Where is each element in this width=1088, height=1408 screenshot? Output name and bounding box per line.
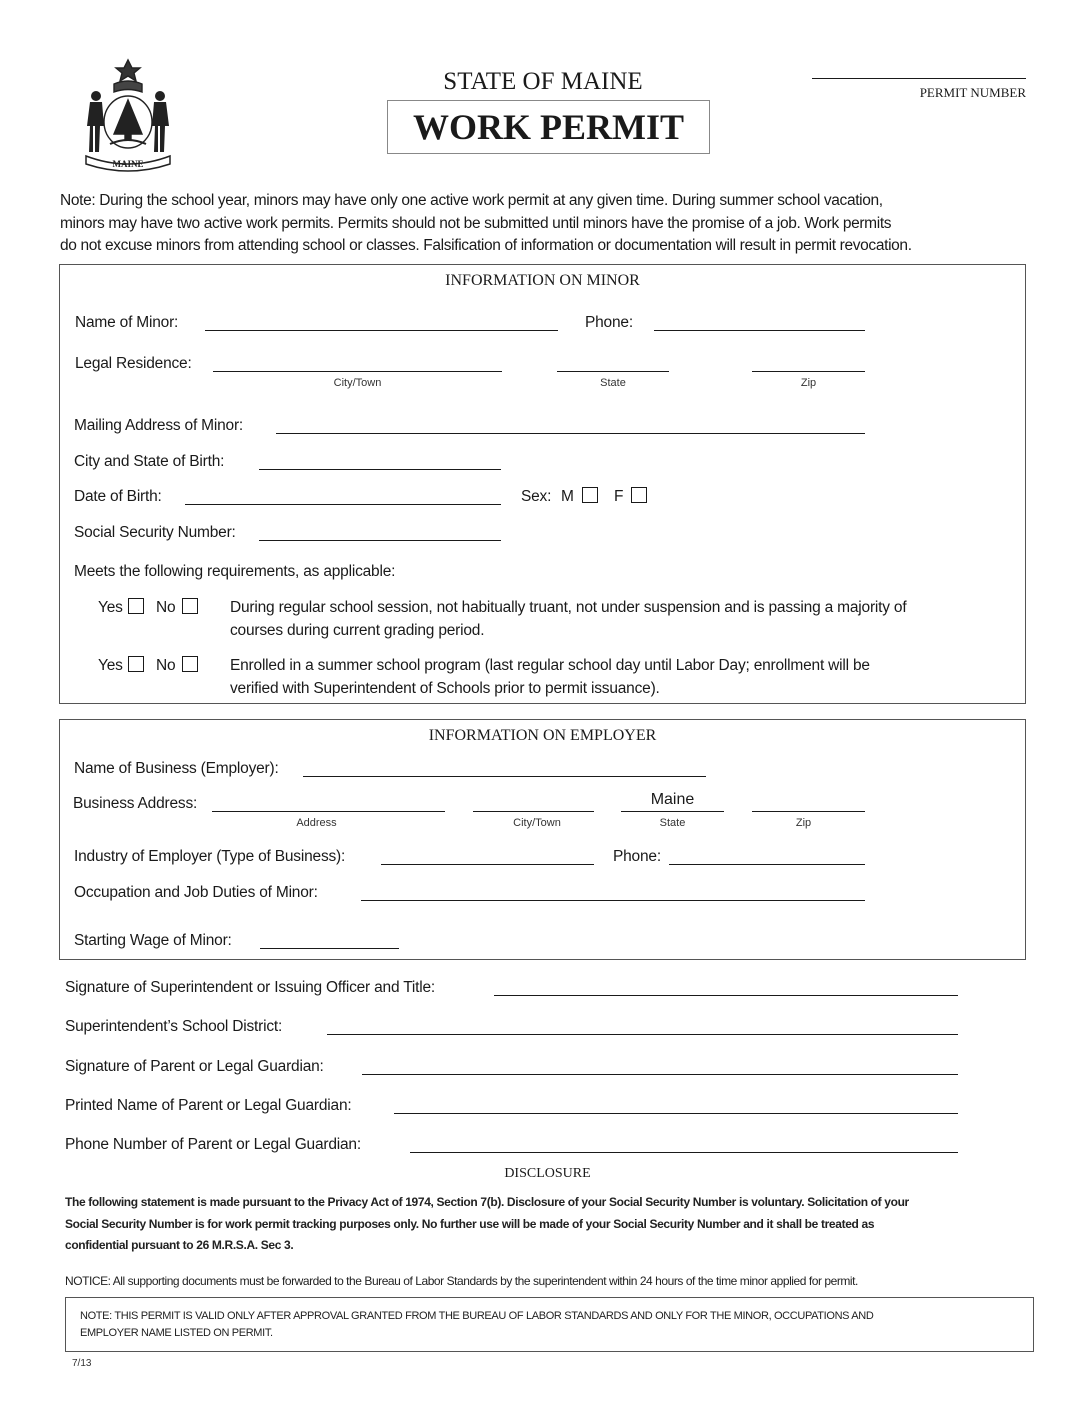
- school-district-label: Superintendent’s School District:: [65, 1018, 283, 1035]
- svg-text:MAINE: MAINE: [112, 159, 144, 169]
- wage-line: [260, 948, 399, 949]
- birth-place-input[interactable]: [259, 450, 501, 470]
- state-seal-icon: [78, 56, 178, 174]
- requirements-label: Meets the following requirements, as applicable:: [74, 563, 396, 580]
- disclosure-line: Social Security Number is for work permit tracking purposes only. No further use will be made of your Social Security Number and it shall be treated as: [65, 1216, 875, 1231]
- parent-signature-line: [362, 1074, 958, 1075]
- business-address-input[interactable]: [212, 792, 445, 812]
- note-line: do not excuse minors from attending school or classes. Falsification of information or documentation will result in permit revocation.: [60, 237, 912, 254]
- residence-city-input[interactable]: [213, 352, 502, 372]
- industry-line: [381, 864, 594, 865]
- residence-city-sublabel: City/Town: [333, 377, 382, 389]
- minor-phone-input[interactable]: [654, 311, 865, 331]
- business-state-sublabel: State: [659, 817, 686, 829]
- business-state-line: [621, 811, 724, 812]
- disclosure-line: The following statement is made pursuant to the Privacy Act of 1974, Section 7(b). Disclosure of your Social Security Number is voluntary. Solicitation of your: [65, 1195, 909, 1209]
- ssn-line: [259, 540, 501, 541]
- note-line: Note: During the school year, minors may have only one active work permit at any given time. During summer school vacation,: [60, 192, 883, 209]
- residence-zip-line: [752, 371, 865, 372]
- req2-no-label: No: [156, 657, 176, 674]
- legal-residence-label: Legal Residence:: [75, 355, 192, 372]
- residence-zip-input[interactable]: [752, 352, 865, 372]
- business-city-sublabel: City/Town: [513, 817, 561, 829]
- state-title: STATE OF MAINE: [443, 68, 643, 95]
- employer-phone-line: [669, 864, 865, 865]
- wage-input[interactable]: [260, 929, 399, 949]
- minor-phone-line: [654, 330, 865, 331]
- dob-line: [185, 504, 501, 505]
- parent-printed-name-input[interactable]: [394, 1094, 958, 1114]
- req1-text-line2: courses during current grading period.: [230, 622, 485, 639]
- employer-info-section: [59, 719, 1026, 960]
- parent-phone-line: [410, 1152, 958, 1153]
- req2-yes-label: Yes: [98, 657, 123, 674]
- name-of-minor-line: [205, 330, 558, 331]
- employer-phone-label: Phone:: [613, 848, 661, 865]
- permit-number-label: PERMIT NUMBER: [919, 85, 1026, 100]
- req1-no-label: No: [156, 599, 176, 616]
- business-zip-sublabel: Zip: [795, 817, 812, 829]
- intro-note: [60, 190, 1050, 258]
- name-of-minor-input[interactable]: [205, 311, 558, 331]
- dob-input[interactable]: [185, 485, 501, 505]
- permit-number-input[interactable]: [812, 58, 1026, 78]
- school-district-line: [327, 1034, 958, 1035]
- permit-number-line: [812, 78, 1026, 79]
- business-address-line: [212, 811, 445, 812]
- superintendent-signature-line: [494, 995, 958, 996]
- business-city-line: [473, 811, 594, 812]
- residence-city-line: [213, 371, 502, 372]
- occupation-input[interactable]: [361, 881, 865, 901]
- validity-note-line: EMPLOYER NAME LISTED ON PERMIT.: [80, 1327, 273, 1339]
- business-address-sublabel: Address: [296, 817, 337, 829]
- sex-m-checkbox[interactable]: [582, 487, 598, 503]
- business-zip-input[interactable]: [752, 792, 865, 812]
- parent-phone-label: Phone Number of Parent or Legal Guardian:: [65, 1136, 361, 1153]
- req1-yes-label: Yes: [98, 599, 123, 616]
- mailing-address-line: [276, 433, 865, 434]
- req2-text-line1: Enrolled in a summer school program (last regular school day until Labor Day; enrollment will be: [230, 657, 870, 674]
- minor-section-title: INFORMATION ON MINOR: [445, 272, 640, 289]
- occupation-label: Occupation and Job Duties of Minor:: [74, 884, 318, 901]
- disclosure-line: confidential pursuant to 26 M.R.S.A. Sec 3.: [65, 1238, 294, 1252]
- business-name-label: Name of Business (Employer):: [74, 760, 279, 777]
- residence-state-line: [557, 371, 669, 372]
- mailing-address-input[interactable]: [276, 414, 865, 434]
- req1-no-checkbox[interactable]: [182, 598, 198, 614]
- school-district-input[interactable]: [327, 1015, 958, 1035]
- name-of-minor-label: Name of Minor:: [75, 314, 179, 331]
- occupation-line: [361, 900, 865, 901]
- req1-yes-checkbox[interactable]: [128, 598, 144, 614]
- form-title: WORK PERMIT: [412, 107, 684, 147]
- dob-label: Date of Birth:: [74, 488, 162, 505]
- req2-text-line2: verified with Superintendent of Schools prior to permit issuance).: [230, 680, 660, 697]
- req1-text-line1: During regular school session, not habitually truant, not under suspension and is passing a majority of: [230, 599, 907, 616]
- parent-signature-input[interactable]: [362, 1055, 958, 1075]
- residence-state-sublabel: State: [600, 377, 626, 389]
- revision-date: 7/13: [72, 1358, 92, 1369]
- parent-printed-name-label: Printed Name of Parent or Legal Guardian:: [65, 1097, 352, 1114]
- wage-label: Starting Wage of Minor:: [74, 932, 232, 949]
- sex-f-checkbox[interactable]: [631, 487, 647, 503]
- sex-m-label: M: [561, 488, 574, 505]
- parent-printed-name-line: [394, 1113, 958, 1114]
- req2-no-checkbox[interactable]: [182, 656, 198, 672]
- ssn-input[interactable]: [259, 521, 501, 541]
- residence-state-input[interactable]: [557, 352, 669, 372]
- supporting-documents-notice: NOTICE: All supporting documents must be forwarded to the Bureau of Labor Standards by the superintendent within 24 hours of the time minor applied for permit.: [65, 1274, 858, 1288]
- superintendent-signature-input[interactable]: [494, 976, 958, 996]
- note-line: minors may have two active work permits. Permits should not be submitted until minors have the promise of a job. Work permits: [60, 214, 892, 232]
- birth-place-line: [259, 469, 501, 470]
- residence-zip-sublabel: Zip: [800, 377, 817, 389]
- business-zip-line: [752, 811, 865, 812]
- business-name-input[interactable]: [303, 757, 706, 777]
- sex-label: Sex:: [521, 488, 552, 505]
- birth-place-label: City and State of Birth:: [74, 453, 225, 470]
- business-state-value[interactable]: Maine: [650, 791, 695, 808]
- employer-section-title: INFORMATION ON EMPLOYER: [428, 727, 657, 744]
- sex-f-label: F: [614, 488, 624, 505]
- business-name-line: [303, 776, 706, 777]
- parent-signature-label: Signature of Parent or Legal Guardian:: [65, 1058, 324, 1075]
- req2-yes-checkbox[interactable]: [128, 656, 144, 672]
- business-address-label: Business Address:: [73, 795, 198, 812]
- employer-phone-input[interactable]: [669, 845, 865, 865]
- industry-input[interactable]: [381, 845, 594, 865]
- superintendent-signature-label: Signature of Superintendent or Issuing Officer and Title:: [65, 979, 436, 996]
- business-city-input[interactable]: [473, 792, 594, 812]
- ssn-label: Social Security Number:: [74, 524, 236, 541]
- mailing-address-label: Mailing Address of Minor:: [74, 417, 244, 434]
- disclosure-text: [65, 1192, 1035, 1257]
- minor-phone-label: Phone:: [585, 314, 633, 331]
- disclosure-title: DISCLOSURE: [504, 1166, 591, 1181]
- parent-phone-input[interactable]: [410, 1133, 958, 1153]
- validity-note-text: [80, 1308, 873, 1342]
- industry-label: Industry of Employer (Type of Business):: [74, 848, 346, 865]
- validity-note-line: NOTE: THIS PERMIT IS VALID ONLY AFTER APPROVAL GRANTED FROM THE BUREAU OF LABOR STANDARDS AND ONLY FOR THE MINOR, OCCUPATIONS AND: [80, 1310, 874, 1322]
